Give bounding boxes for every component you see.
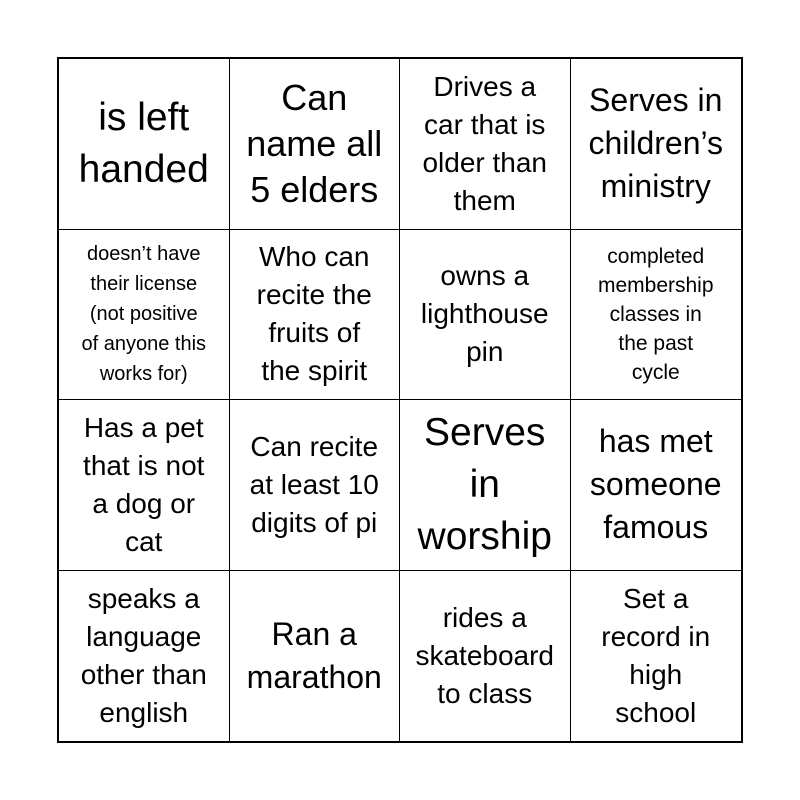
bingo-cell-text: completed membership classes in the past cycle [597,244,714,384]
bingo-cell-r3c1[interactable] [59,400,230,571]
bingo-board [57,57,743,743]
bingo-cell-text: Ran a marathon [246,615,382,695]
bingo-cell-r3c3[interactable] [400,400,571,571]
bingo-cell-text: Serves in worship [417,410,552,558]
bingo-cell-text: has met someone famous [589,423,722,546]
bingo-cell-r4c1[interactable] [59,571,230,742]
bingo-cell-r3c2[interactable] [230,400,401,571]
bingo-cell-text: Who can recite the fruits of the spirit [256,241,372,387]
bingo-cell-r1c3[interactable] [400,59,571,230]
bingo-cell-r2c3[interactable] [400,230,571,401]
bingo-cell-r4c2[interactable] [230,571,401,742]
bingo-cell-r2c2[interactable] [230,230,401,401]
bingo-cell-text: Has a pet that is not a dog or cat [83,411,205,557]
bingo-cell-r2c1[interactable] [59,230,230,401]
bingo-cell-text: Can name all 5 elders [246,76,383,210]
bingo-cell-r4c3[interactable] [400,571,571,742]
bingo-cell-text: is left handed [78,95,209,191]
bingo-cell-text: Set a record in high school [601,582,711,728]
bingo-cell-r4c4[interactable] [571,571,742,742]
bingo-cell-r3c4[interactable] [571,400,742,571]
bingo-cell-text: Serves in children’s ministry [588,82,724,205]
bingo-cell-r2c4[interactable] [571,230,742,401]
bingo-cell-text: rides a skateboard to class [415,601,555,709]
bingo-cell-text: speaks a language other than english [80,582,207,728]
bingo-cell-text: owns a lighthouse pin [420,260,549,368]
bingo-cell-r1c4[interactable] [571,59,742,230]
bingo-cell-r1c2[interactable] [230,59,401,230]
bingo-cell-text: Drives a car that is older than them [422,70,548,216]
bingo-cell-text: Can recite at least 10 digits of pi [249,430,379,538]
bingo-cell-r1c1[interactable] [59,59,230,230]
bingo-cell-text: doesn’t have their license (not positive of anyone this works for) [81,243,207,386]
